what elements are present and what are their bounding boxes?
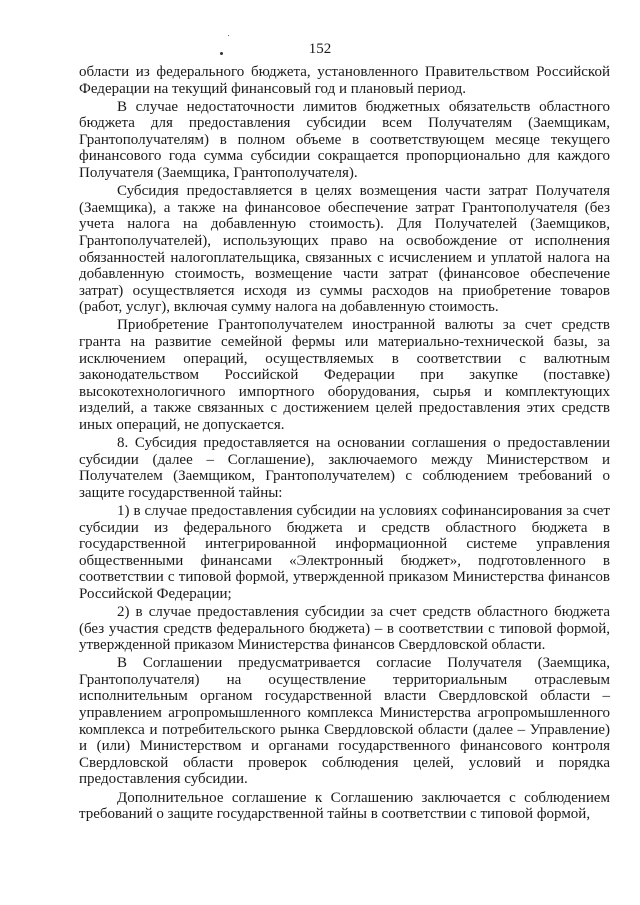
page-number: 152 xyxy=(308,41,332,57)
paragraph: 8. Субсидия предоставляется на основании соглашения о предоставлении субсидии (далее – Соглашение), заключаемого между Министерством и Получателем (Заемщиком, Грантополучателем) с соблюдением требований о защите государственной тайны: xyxy=(79,435,610,501)
scan-speck xyxy=(228,35,229,36)
document-body xyxy=(79,64,610,824)
paragraph: Дополнительное соглашение к Соглашению заключается с соблюдением требований о защите государственной тайны в соответствии с типовой формой, xyxy=(79,789,610,823)
paragraph: области из федерального бюджета, установленного Правительством Российской Федерации на текущий финансовый год и плановый период. xyxy=(79,64,610,97)
list-item: 1) в случае предоставления субсидии на условиях софинансирования за счет субсидии из федерального бюджета и средств областного бюджета в государственной интегрированной информационной системе управления общественными финансами «Электронный бюджет», подготовленного в соответствии с типовой формой, утвержденной приказом Министерства финансов Российской Федерации; xyxy=(79,502,610,602)
paragraph: В Соглашении предусматривается согласие Получателя (Заемщика, Грантополучателя) на осуществление территориальным отраслевым исполнительным органом государственной власти Свердловской области – управлением агропромышленного комплекса Министерства агропромышленного комплекса и потребительского рынка Свердловской области (далее – Управление) и (или) Министерством и органами государственного финансового контроля Свердловской области проверок соблюдения целей, условий и порядка предоставления субсидии. xyxy=(79,655,610,788)
paragraph: Субсидия предоставляется в целях возмещения части затрат Получателя (Заемщика), а также на финансовое обеспечение затрат Грантополучателя (без учета налога на добавленную стоимость). Для Получателей (Заемщиков, Грантополучателей), использующих право на освобождение от исполнения обязанностей налогоплательщика, связанных с исчислением и уплатой налога на добавленную стоимость, возмещение части затрат (финансовое обеспечение затрат) осуществляется исходя из суммы расходов на приобретение товаров (работ, услуг), включая сумму налога на добавленную стоимость. xyxy=(79,183,610,316)
list-item: 2) в случае предоставления субсидии за счет средств областного бюджета (без участия средств федерального бюджета) – в соответствии с типовой формой, утвержденной приказом Министерства финансов Свердловской области. xyxy=(79,604,610,654)
paragraph: В случае недостаточности лимитов бюджетных обязательств областного бюджета для предоставления субсидии всем Получателям (Заемщикам, Грантополучателям) в полном объеме в соответствующем месяце текущего финансового года сумма субсидии сокращается пропорционально для каждого Получателя (Заемщика, Грантополучателя). xyxy=(79,98,610,182)
paragraph: Приобретение Грантополучателем иностранной валюты за счет средств гранта на развитие семейной фермы или материально-технической базы, за исключением операций, осуществляемых в соответствии с валютным законодательством Российской Федерации при закупке (поставке) высокотехнологичного импортного оборудования, сырья и комплектующих изделий, а также связанных с достижением целей предоставления этих средств иных операций, не допускается. xyxy=(79,317,610,433)
